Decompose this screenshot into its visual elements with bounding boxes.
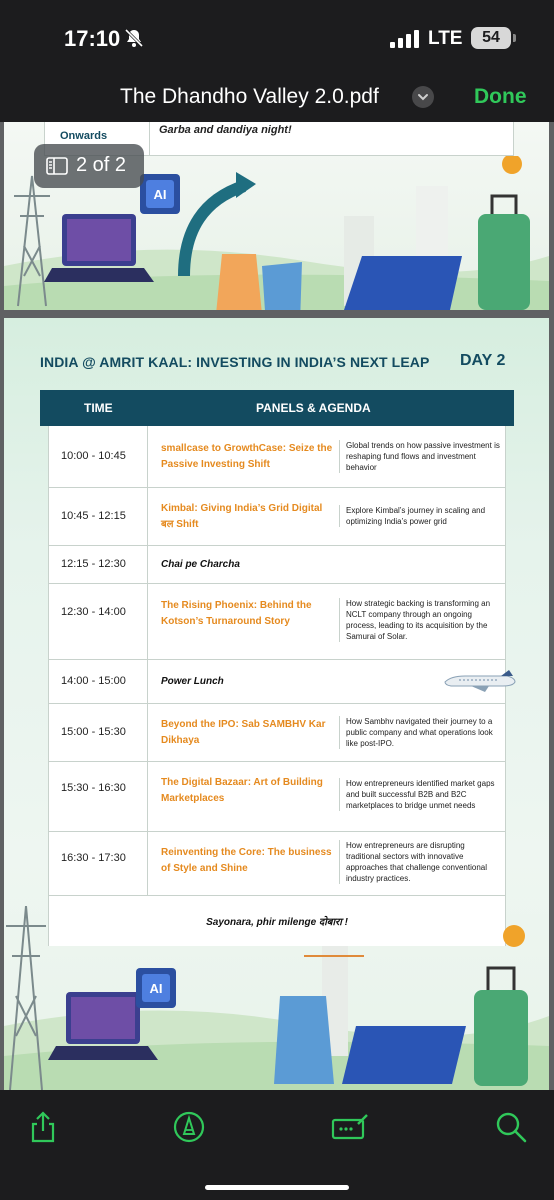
row-time: Onwards — [60, 130, 108, 142]
bottom-toolbar — [0, 1090, 554, 1200]
share-icon — [26, 1110, 60, 1144]
pdf-page-2 — [4, 318, 549, 1090]
row-title: Kimbal: Giving India’s Grid Digital बल Shift — [161, 503, 323, 530]
chevron-down-icon — [412, 86, 434, 108]
row-description: How entrepreneurs are disrupting traditional sectors with innovative approaches that challenge conventional industry practices. — [339, 840, 501, 884]
battery-tip — [513, 34, 516, 42]
status-time: 17:10 — [64, 26, 121, 51]
table-row — [49, 584, 505, 660]
row-title: The Digital Bazaar: Art of Building Marketplaces — [161, 777, 323, 804]
row-time: 15:00 - 15:30 — [61, 726, 126, 738]
row-time: 12:30 - 14:00 — [61, 606, 126, 618]
row-description: Explore Kimbal’s journey in scaling and optimizing India’s power grid — [339, 505, 501, 527]
agenda-heading: INDIA @ AMRIT KAAL: INVESTING IN INDIA’S NEXT LEAP — [40, 354, 430, 370]
row-description: How entrepreneurs identified market gaps and built successful B2B and B2C marketplaces to bridge unmet needs — [339, 778, 501, 811]
bell-muted-icon — [124, 28, 144, 48]
pdf-viewer[interactable] — [0, 122, 554, 1090]
airplane-icon — [441, 670, 517, 692]
page-indicator[interactable] — [34, 144, 144, 188]
title-menu-button[interactable] — [412, 86, 434, 108]
row-time: 15:30 - 16:30 — [61, 782, 126, 794]
row-time: 12:15 - 12:30 — [61, 558, 126, 570]
row-title: smallcase to GrowthCase: Seize the Passive Investing Shift — [161, 443, 333, 470]
table-row — [49, 762, 505, 832]
network-type: LTE — [428, 28, 463, 49]
cellular-signal-icon — [390, 30, 420, 48]
row-plain-text: Chai pe Charcha — [161, 559, 240, 570]
row-event: Garba and dandiya night! — [159, 124, 292, 136]
search-button[interactable] — [494, 1110, 528, 1144]
share-button[interactable] — [26, 1110, 60, 1144]
ai-chip-label: AI — [153, 187, 167, 202]
form-fill-icon — [330, 1110, 370, 1144]
table-row — [49, 660, 505, 704]
row-time: 10:45 - 12:15 — [61, 510, 126, 522]
table-row — [49, 426, 505, 488]
table-row — [49, 832, 505, 896]
tech-illustration — [4, 906, 549, 1090]
page-indicator-text: 2 of 2 — [76, 154, 127, 176]
table-row — [49, 488, 505, 546]
markup-button[interactable] — [172, 1110, 206, 1144]
table-row — [49, 546, 505, 584]
markup-pen-icon — [172, 1110, 206, 1144]
row-title: The Rising Phoenix: Behind the Kotson’s Turnaround Story — [161, 600, 312, 627]
table-row — [49, 704, 505, 762]
row-time: 16:30 - 17:30 — [61, 852, 126, 864]
row-description: How strategic backing is transforming an NCLT company through an ongoing process, leading to its acquisition by the Samurai of Solar. — [339, 598, 501, 642]
column-header-panels: PANELS & AGENDA — [256, 401, 371, 415]
row-time: 10:00 - 10:45 — [61, 450, 126, 462]
battery-icon: 54 — [471, 27, 511, 49]
table-body — [48, 426, 506, 896]
row-title: Reinventing the Core: The business of Style and Shine — [161, 847, 332, 874]
document-title[interactable]: The Dhandho Valley 2.0.pdf — [120, 85, 379, 108]
done-button[interactable]: Done — [474, 85, 527, 108]
pdf-page-1 — [4, 122, 549, 310]
agenda-table — [40, 390, 514, 946]
row-title: Beyond the IPO: Sab SAMBHV Kar Dikhaya — [161, 719, 326, 746]
table-header — [40, 390, 514, 426]
status-bar — [0, 0, 554, 72]
form-fill-button[interactable] — [330, 1110, 370, 1144]
row-plain-text: Power Lunch — [161, 676, 224, 687]
row-time: 14:00 - 15:00 — [61, 675, 126, 687]
nav-bar — [0, 72, 554, 122]
row-description: Global trends on how passive investment is reshaping fund flows and investment behavior — [339, 440, 501, 473]
home-indicator — [205, 1185, 349, 1190]
column-header-time: TIME — [84, 401, 113, 415]
search-icon — [494, 1110, 528, 1144]
day-label: DAY 2 — [460, 352, 506, 369]
sidebar-icon — [46, 157, 68, 175]
closing-message: Sayonara, phir milenge दोबारा ! — [206, 917, 348, 928]
row-description: How Sambhv navigated their journey to a public company and what operations look like post-IPO. — [339, 716, 501, 749]
ai-chip-label: AI — [149, 981, 163, 996]
